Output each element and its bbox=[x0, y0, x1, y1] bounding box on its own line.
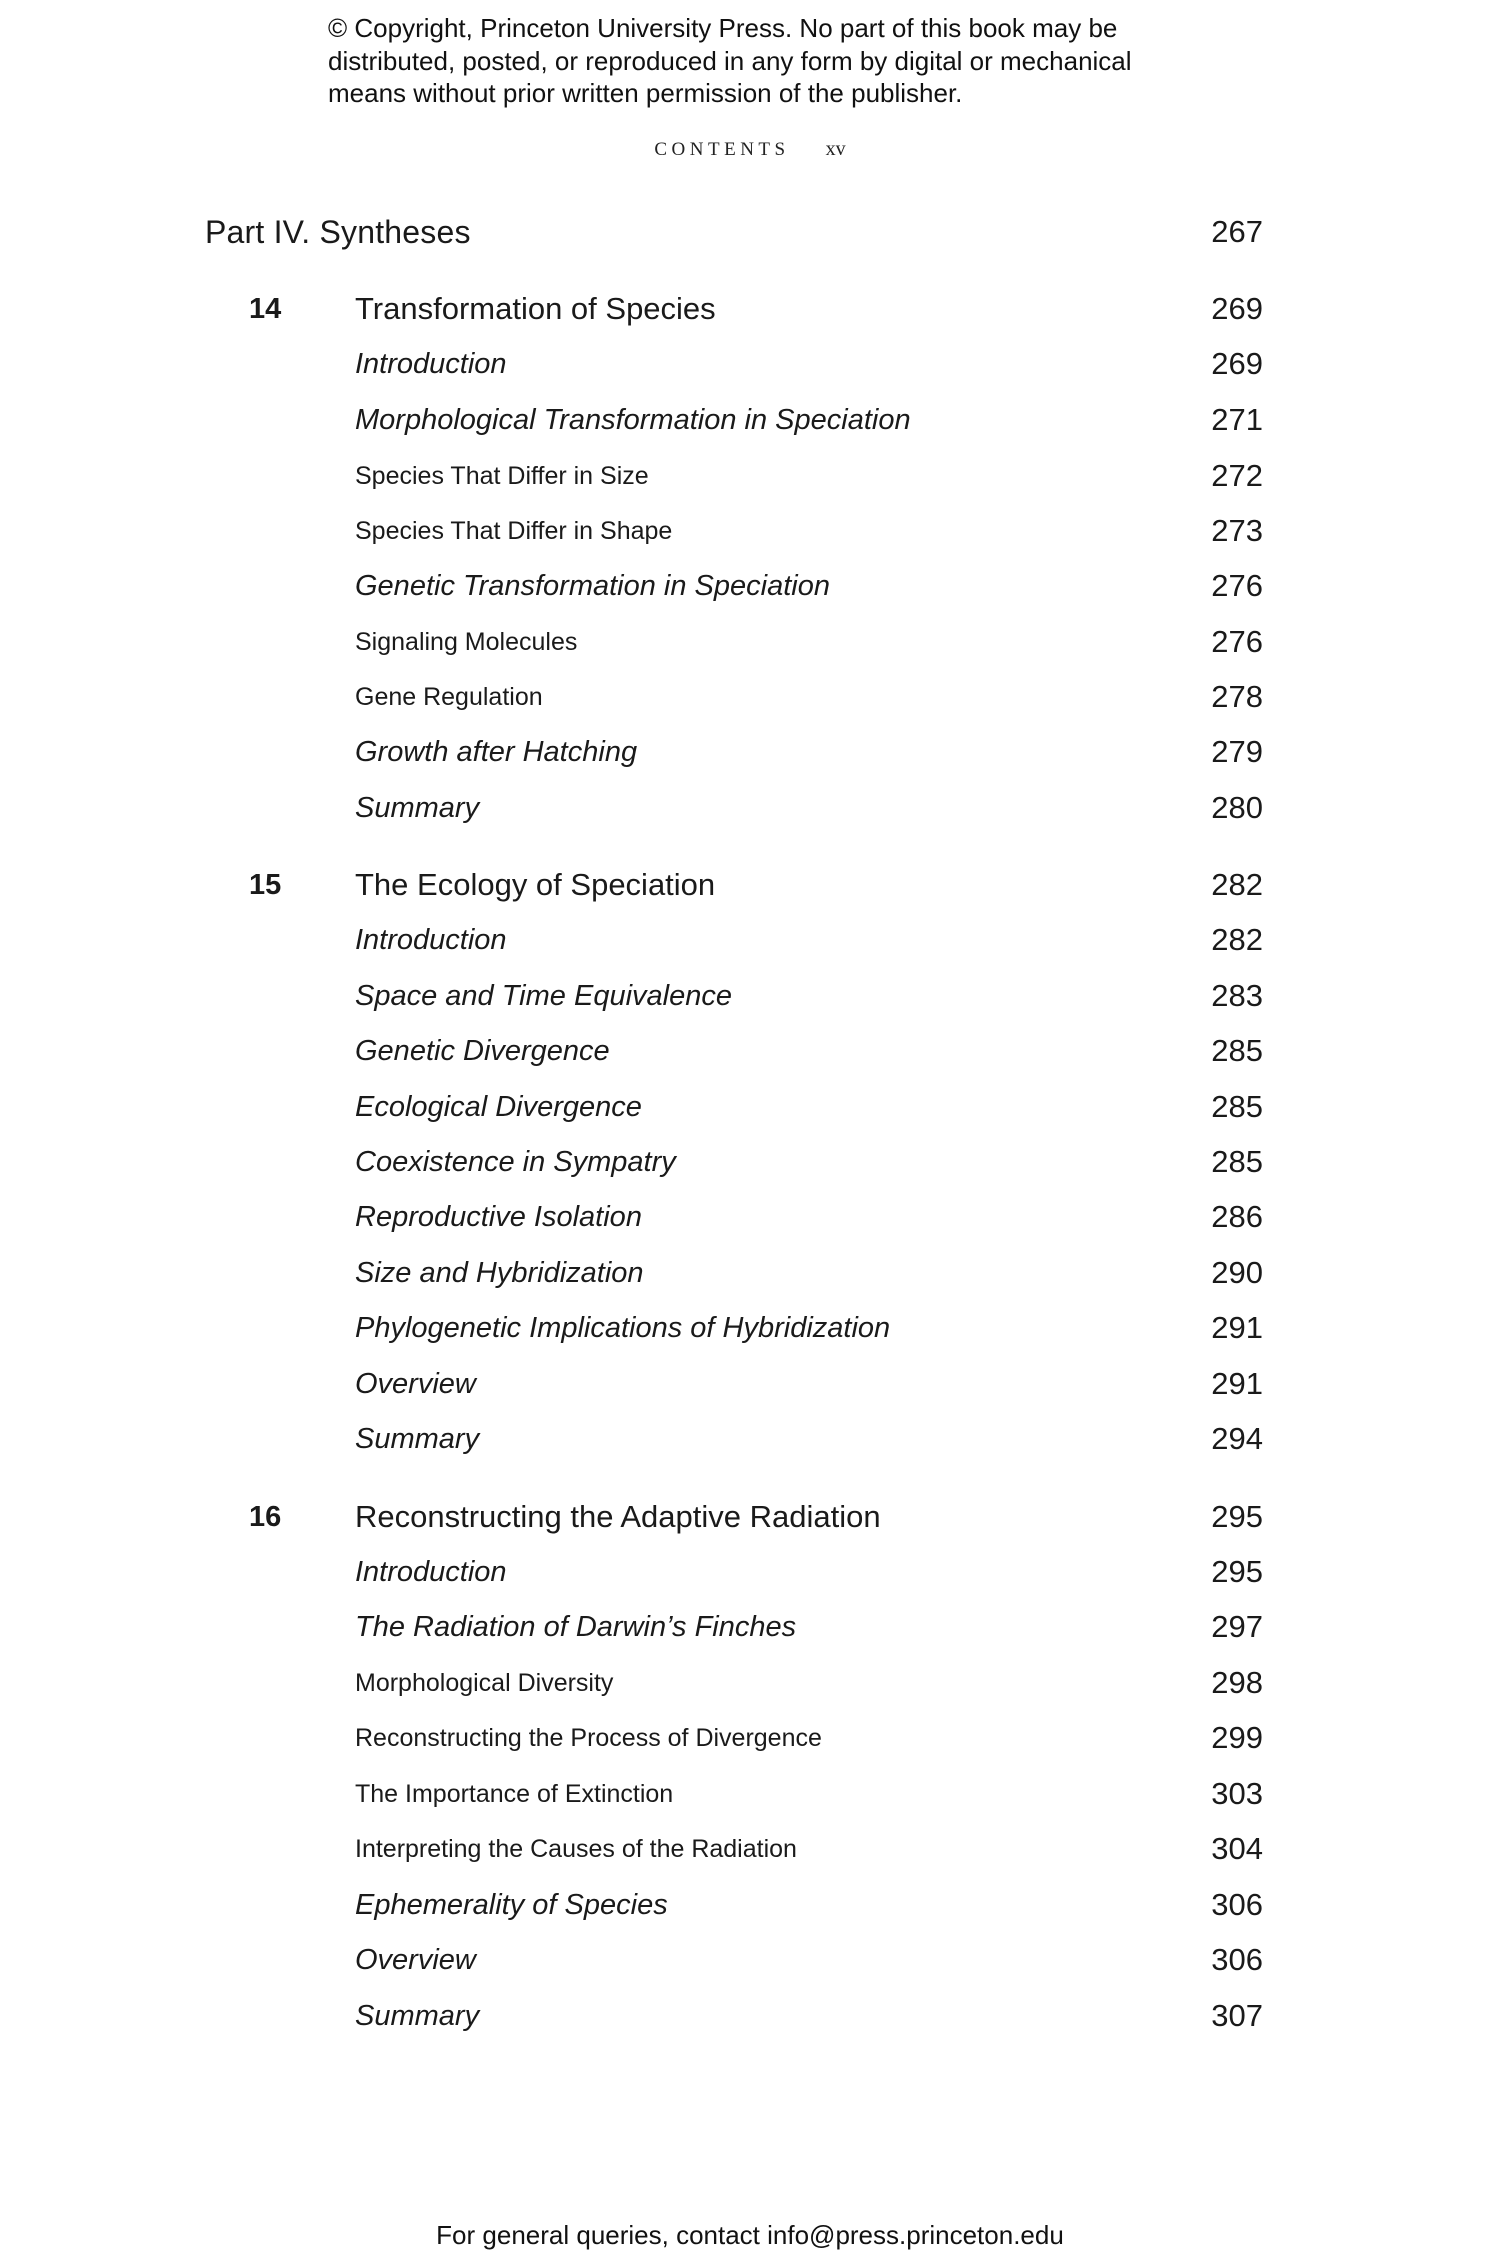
entry-title: Coexistence in Sympatry bbox=[355, 1146, 676, 1178]
page-number: 283 bbox=[1211, 978, 1263, 1013]
entry-title: Reconstructing the Process of Divergence bbox=[355, 1724, 822, 1752]
toc-entry[interactable] bbox=[0, 1885, 1500, 1925]
page-number: 272 bbox=[1211, 458, 1263, 493]
entry-title: Interpreting the Causes of the Radiation bbox=[355, 1835, 797, 1863]
page-number: 304 bbox=[1211, 1831, 1263, 1866]
toc-entry[interactable] bbox=[0, 920, 1500, 960]
toc-entry[interactable] bbox=[0, 566, 1500, 606]
toc-entry[interactable] bbox=[0, 732, 1500, 772]
entry-title: Introduction bbox=[355, 1556, 507, 1588]
chapter-heading[interactable] bbox=[0, 1497, 1500, 1537]
toc-subentry[interactable] bbox=[0, 456, 1500, 496]
entry-title: Species That Differ in Shape bbox=[355, 517, 673, 545]
entry-title: Summary bbox=[355, 1423, 480, 1455]
page-number: 282 bbox=[1211, 922, 1263, 957]
page-number: 294 bbox=[1211, 1421, 1263, 1456]
entry-title: Genetic Transformation in Speciation bbox=[355, 570, 830, 602]
entry-title: Gene Regulation bbox=[355, 683, 543, 711]
toc-entry[interactable] bbox=[0, 1419, 1500, 1459]
chapter-title: Reconstructing the Adaptive Radiation bbox=[355, 1499, 881, 1534]
entry-title: Ephemerality of Species bbox=[355, 1889, 668, 1921]
page-number: 291 bbox=[1211, 1366, 1263, 1401]
chapter-title: Transformation of Species bbox=[355, 291, 716, 326]
entry-title: Introduction bbox=[355, 348, 507, 380]
chapter-heading[interactable] bbox=[0, 865, 1500, 905]
toc-entry[interactable] bbox=[0, 1197, 1500, 1237]
toc-subentry[interactable] bbox=[0, 1829, 1500, 1869]
page-number: 291 bbox=[1211, 1310, 1263, 1345]
chapter-title: The Ecology of Speciation bbox=[355, 867, 716, 902]
entry-title: The Radiation of Darwin’s Finches bbox=[355, 1611, 797, 1643]
page-number: 290 bbox=[1211, 1255, 1263, 1290]
page-number: 282 bbox=[1211, 867, 1263, 902]
entry-title: Summary bbox=[355, 2000, 480, 2032]
page-number: 267 bbox=[1211, 214, 1263, 249]
toc-entry[interactable] bbox=[0, 976, 1500, 1016]
toc-subentry[interactable] bbox=[0, 1718, 1500, 1758]
toc-subentry[interactable] bbox=[0, 1774, 1500, 1814]
toc-entry[interactable] bbox=[0, 1253, 1500, 1293]
entry-title: Morphological Diversity bbox=[355, 1669, 614, 1697]
toc-subentry[interactable] bbox=[0, 622, 1500, 662]
toc-subentry[interactable] bbox=[0, 677, 1500, 717]
page-number: 307 bbox=[1211, 1998, 1263, 2033]
footer-contact: For general queries, contact info@press.princeton.edu bbox=[436, 2220, 1064, 2250]
page-number: 285 bbox=[1211, 1089, 1263, 1124]
page-number: 269 bbox=[1211, 346, 1263, 381]
copyright-line: © Copyright, Princeton University Press. No part of this book may be bbox=[328, 13, 1118, 43]
entry-title: Reproductive Isolation bbox=[355, 1201, 642, 1233]
toc-entry[interactable] bbox=[0, 344, 1500, 384]
toc-entry[interactable] bbox=[0, 1607, 1500, 1647]
toc-entry[interactable] bbox=[0, 788, 1500, 828]
entry-title: Space and Time Equivalence bbox=[355, 980, 732, 1012]
running-head-page-number: xv bbox=[825, 138, 846, 160]
toc-entry[interactable] bbox=[0, 400, 1500, 440]
entry-title: Signaling Molecules bbox=[355, 628, 578, 656]
chapter-number: 16 bbox=[249, 1501, 282, 1533]
entry-title: Size and Hybridization bbox=[355, 1257, 644, 1289]
toc-entry[interactable] bbox=[0, 1940, 1500, 1980]
page-number: 299 bbox=[1211, 1720, 1263, 1755]
toc-entry[interactable] bbox=[0, 1087, 1500, 1127]
entry-title: Morphological Transformation in Speciation bbox=[355, 404, 911, 436]
page-number: 306 bbox=[1211, 1887, 1263, 1922]
part-label: Part IV. Syntheses bbox=[205, 214, 471, 250]
page-number: 285 bbox=[1211, 1144, 1263, 1179]
page-number: 295 bbox=[1211, 1554, 1263, 1589]
page-number: 279 bbox=[1211, 734, 1263, 769]
entry-title: Phylogenetic Implications of Hybridization bbox=[355, 1312, 891, 1344]
chapter-heading[interactable] bbox=[0, 289, 1500, 329]
copyright-notice bbox=[328, 12, 1228, 110]
toc-entry[interactable] bbox=[0, 1031, 1500, 1071]
page-number: 306 bbox=[1211, 1942, 1263, 1977]
entry-title: Species That Differ in Size bbox=[355, 462, 649, 490]
page-number: 271 bbox=[1211, 402, 1263, 437]
page-number: 280 bbox=[1211, 790, 1263, 825]
chapter-number: 14 bbox=[249, 293, 282, 325]
entry-title: Introduction bbox=[355, 924, 507, 956]
part-heading[interactable] bbox=[0, 212, 1500, 252]
entry-title: Overview bbox=[355, 1944, 476, 1976]
page-number: 285 bbox=[1211, 1033, 1263, 1068]
toc-entry[interactable] bbox=[0, 1142, 1500, 1182]
page-number: 295 bbox=[1211, 1499, 1263, 1534]
toc-subentry[interactable] bbox=[0, 1663, 1500, 1703]
entry-title: Ecological Divergence bbox=[355, 1091, 642, 1123]
toc-entry[interactable] bbox=[0, 1552, 1500, 1592]
toc-subentry[interactable] bbox=[0, 511, 1500, 551]
page-number: 276 bbox=[1211, 624, 1263, 659]
page-number: 276 bbox=[1211, 568, 1263, 603]
entry-title: Growth after Hatching bbox=[355, 736, 638, 768]
page-number: 297 bbox=[1211, 1609, 1263, 1644]
toc-entry[interactable] bbox=[0, 1364, 1500, 1404]
copyright-line: distributed, posted, or reproduced in any form by digital or mechanical bbox=[328, 45, 1132, 76]
running-head-title: CONTENTS bbox=[654, 139, 790, 160]
chapter-number: 15 bbox=[249, 869, 282, 901]
toc-entry[interactable] bbox=[0, 1996, 1500, 2036]
running-head bbox=[0, 138, 1500, 161]
toc-entry[interactable] bbox=[0, 1308, 1500, 1348]
entry-title: Summary bbox=[355, 792, 480, 824]
page-number: 273 bbox=[1211, 513, 1263, 548]
entry-title: Overview bbox=[355, 1368, 476, 1400]
entry-title: The Importance of Extinction bbox=[355, 1780, 674, 1808]
page-number: 278 bbox=[1211, 679, 1263, 714]
page-number: 286 bbox=[1211, 1199, 1263, 1234]
page-number: 303 bbox=[1211, 1776, 1263, 1811]
page-number: 298 bbox=[1211, 1665, 1263, 1700]
entry-title: Genetic Divergence bbox=[355, 1035, 610, 1067]
copyright-line: means without prior written permission of the publisher. bbox=[328, 78, 963, 108]
page-number: 269 bbox=[1211, 291, 1263, 326]
